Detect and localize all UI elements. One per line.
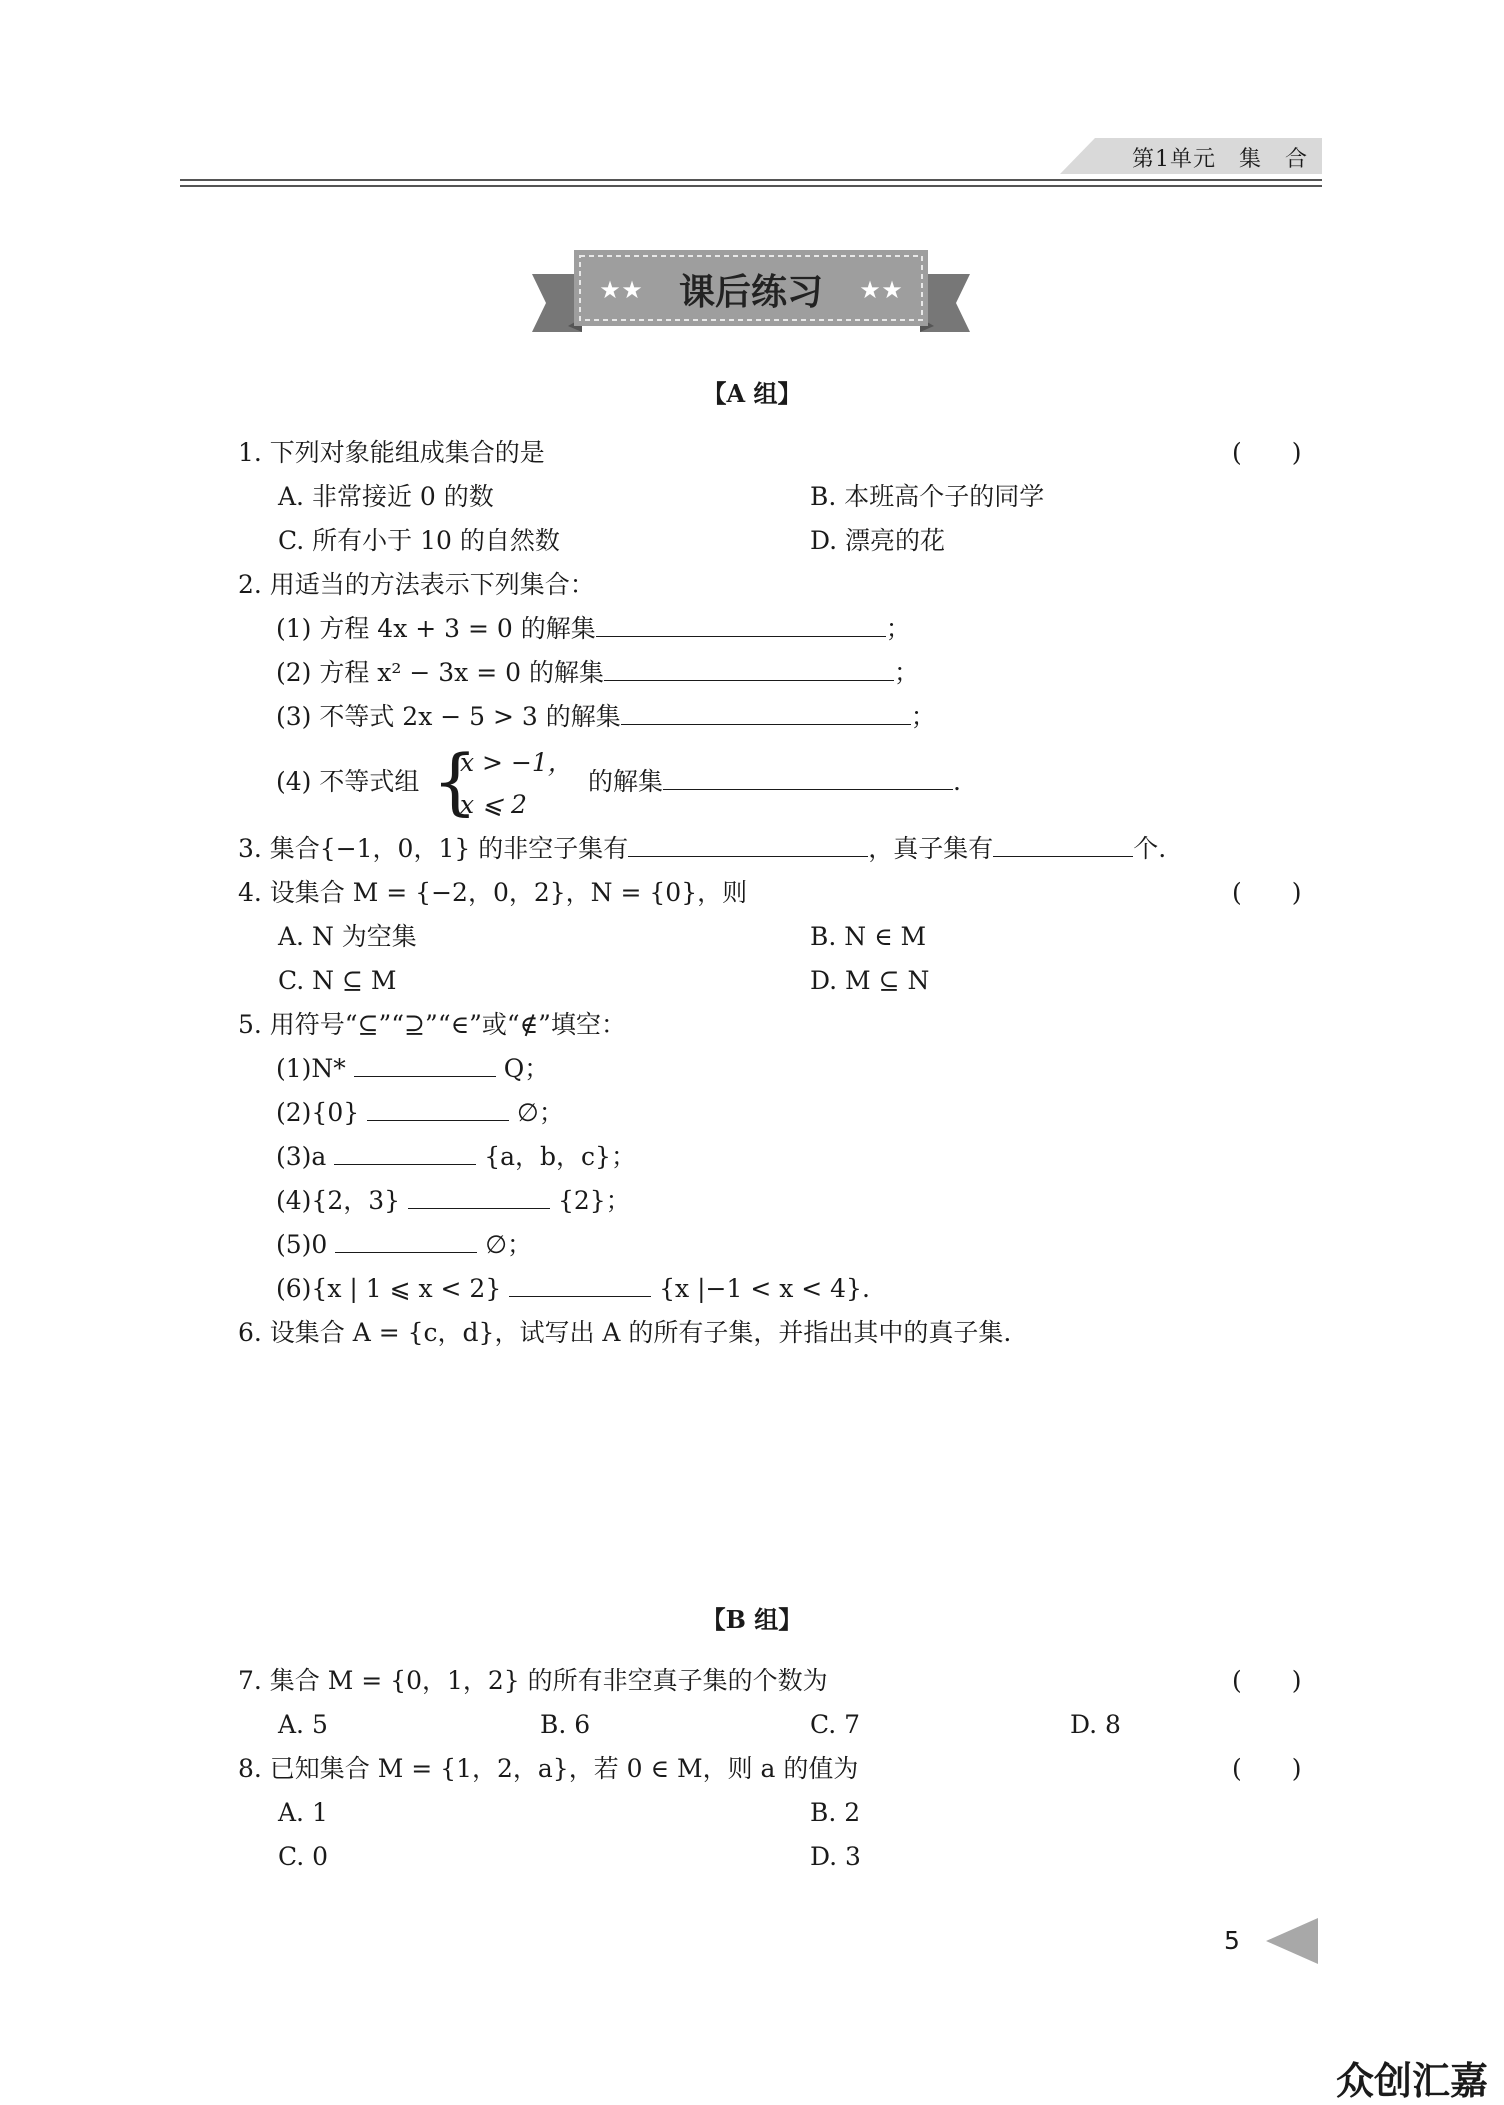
option-c[interactable]: C. N ⊆ M — [278, 966, 397, 995]
question-5-item-1 — [276, 1052, 549, 1086]
question-2-part-4 — [588, 765, 961, 799]
system-brace: { — [432, 739, 478, 823]
question-5-item-6 — [276, 1272, 870, 1306]
svg-text:★: ★ — [599, 276, 621, 304]
answer-blank[interactable] — [663, 765, 953, 790]
option-d[interactable]: D. 8 — [1070, 1710, 1121, 1739]
answer-blank[interactable] — [509, 1272, 651, 1297]
part-text: (1) 方程 4x + 3 = 0 的解集 — [276, 614, 596, 643]
question-2-part-1 — [276, 612, 911, 646]
answer-paren[interactable]: ( ) — [1232, 1666, 1302, 1695]
part-text: 的解集 — [588, 767, 664, 796]
question-4-text: 4. 设集合 M = {−2，0，2}，N = {0}，则 — [238, 878, 748, 907]
answer-blank[interactable] — [408, 1184, 550, 1209]
question-8-text: 8. 已知集合 M = {1，2，a}，若 0 ∈ M，则 a 的值为 — [238, 1754, 859, 1783]
answer-blank[interactable] — [993, 832, 1133, 857]
question-2-part-3 — [276, 700, 936, 734]
question-3-text: 3. 集合{−1，0，1} 的非空子集有 — [238, 834, 629, 863]
question-2-part-4-label: (4) 不等式组 — [276, 767, 420, 796]
item-right: ∅； — [517, 1098, 564, 1127]
item-left: (5)0 — [276, 1230, 328, 1259]
option-c[interactable]: C. 所有小于 10 的自然数 — [278, 526, 560, 555]
group-a-title: 【A 组】 — [702, 379, 802, 408]
option-b[interactable]: B. 本班高个子的同学 — [810, 482, 1045, 511]
question-3-text-2: ，真子集有 — [868, 834, 994, 863]
item-right: Q； — [503, 1054, 550, 1083]
question-6-text: 6. 设集合 A = {c，d}，试写出 A 的所有子集，并指出其中的真子集. — [238, 1318, 1012, 1347]
question-7-text: 7. 集合 M = {0，1，2} 的所有非空真子集的个数为 — [238, 1666, 828, 1695]
option-d[interactable]: D. 3 — [810, 1842, 861, 1871]
question-5-item-4 — [276, 1184, 631, 1218]
answer-blank[interactable] — [604, 656, 894, 681]
answer-blank[interactable] — [334, 1140, 476, 1165]
option-b[interactable]: B. 6 — [540, 1710, 591, 1739]
answer-paren[interactable]: ( ) — [1232, 1754, 1302, 1783]
page-number: 5 — [1224, 1926, 1240, 1955]
part-text: (2) 方程 x² − 3x = 0 的解集 — [276, 658, 604, 687]
question-5-item-2 — [276, 1096, 564, 1130]
item-left: (1)N* — [276, 1054, 346, 1083]
answer-blank[interactable] — [596, 612, 886, 637]
period: . — [953, 767, 961, 796]
question-5-item-5 — [276, 1228, 532, 1262]
option-b[interactable]: B. N ∈ M — [810, 922, 927, 951]
banner-title: 课后练习 — [678, 272, 823, 313]
item-right: ∅； — [485, 1230, 533, 1259]
item-right: {a，b，c}； — [484, 1142, 636, 1171]
question-1-text: 1. 下列对象能组成集合的是 — [238, 438, 545, 467]
semicolon: ； — [893, 658, 919, 687]
option-c[interactable]: C. 0 — [278, 1842, 329, 1871]
answer-blank[interactable] — [628, 832, 868, 857]
answer-blank[interactable] — [621, 700, 911, 725]
question-2-text: 2. 用适当的方法表示下列集合： — [238, 570, 595, 599]
question-6-answer-area[interactable] — [276, 1360, 1276, 1580]
option-d[interactable]: D. M ⊆ N — [810, 966, 930, 995]
group-b-title: 【B 组】 — [701, 1605, 803, 1634]
option-c[interactable]: C. 7 — [810, 1710, 861, 1739]
part-text: (3) 不等式 2x − 5 > 3 的解集 — [276, 702, 621, 731]
item-right: {x |−1 < x < 4}. — [659, 1274, 870, 1303]
question-2-part-2 — [276, 656, 919, 690]
option-b[interactable]: B. 2 — [810, 1798, 861, 1827]
answer-blank[interactable] — [354, 1052, 496, 1077]
option-a[interactable]: A. 1 — [278, 1798, 328, 1827]
item-left: (6){x | 1 ⩽ x < 2} — [276, 1274, 502, 1303]
svg-text:★: ★ — [881, 276, 903, 304]
watermark: 众创汇嘉 — [1336, 2059, 1489, 2103]
question-3 — [238, 832, 1166, 866]
question-3-text-3: 个. — [1133, 834, 1167, 863]
svg-text:★: ★ — [621, 276, 643, 304]
item-right: {2}； — [557, 1186, 631, 1215]
answer-blank[interactable] — [367, 1096, 509, 1121]
answer-blank[interactable] — [335, 1228, 477, 1253]
item-left: (2){0} — [276, 1098, 360, 1127]
semicolon: ； — [885, 614, 911, 643]
question-5-item-3 — [276, 1140, 636, 1174]
system-line-2: x ⩽ 2 — [460, 790, 527, 819]
option-a[interactable]: A. 非常接近 0 的数 — [278, 482, 494, 511]
answer-paren[interactable]: ( ) — [1232, 438, 1302, 467]
item-left: (3)a — [276, 1142, 327, 1171]
item-left: (4){2，3} — [276, 1186, 401, 1215]
question-5-text: 5. 用符号“⊆”“⊇”“∈”或“∉”填空： — [238, 1010, 626, 1039]
system-line-1: x > −1， — [460, 748, 573, 777]
option-a[interactable]: A. 5 — [278, 1710, 328, 1739]
option-d[interactable]: D. 漂亮的花 — [810, 526, 946, 555]
chapter-title: 第1单元 集 合 — [1132, 147, 1308, 172]
page-arrow-icon — [1266, 1916, 1324, 1966]
svg-text:★: ★ — [859, 276, 881, 304]
answer-paren[interactable]: ( ) — [1232, 878, 1302, 907]
semicolon: ； — [910, 702, 936, 731]
option-a[interactable]: A. N 为空集 — [278, 922, 417, 951]
